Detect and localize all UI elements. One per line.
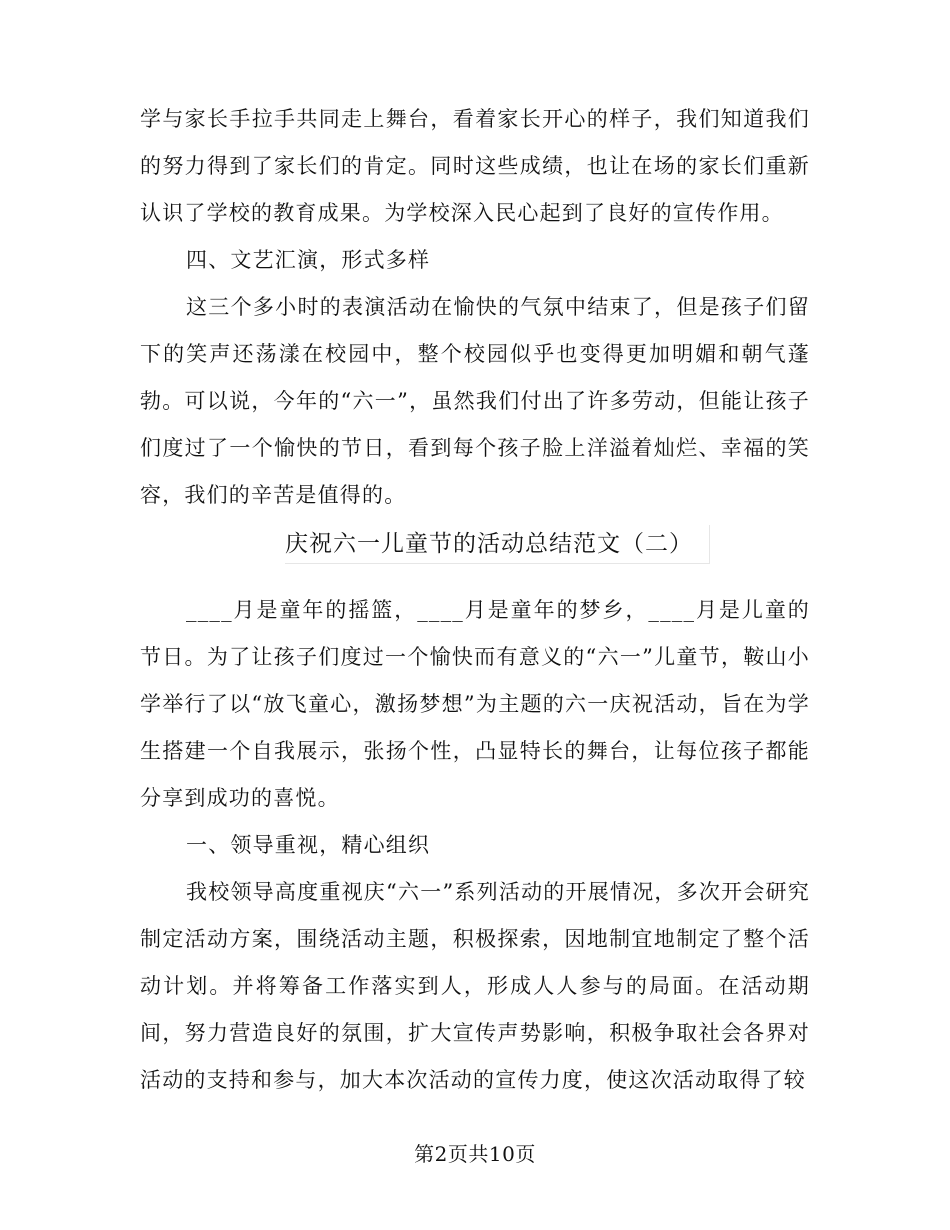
- page-footer: 第2页共10页: [414, 1142, 536, 1166]
- section-heading-4: 四、文艺汇演，形式多样: [186, 248, 431, 272]
- paragraph-closing: 这三个多小时的表演活动在愉快的气氛中结束了，但是孩子们留下的笑声还荡漾在校园中，整个校园似乎也变得更加明媚和朝气蓬勃。可以说，今年的“六一”，虽然我们付出了许多劳动，但能让孩子们度过了一个愉快的节日，看到每个孩子脸上洋溢着灿烂、幸福的笑容，我们的辛苦是值得的。: [140, 295, 810, 507]
- section-heading-1: 一、领导重视，精心组织: [186, 833, 431, 857]
- paragraph-leadership: 我校领导高度重视庆“六一”系列活动的开展情况，多次开会研究制定活动方案，围绕活动主题，积极探索，因地制宜地制定了整个活动计划。并将筹备工作落实到人，形成人人参与的局面。在活动期间，努力营造良好的氛围，扩大宣传声势影响，积极争取社会各界对活动的支持和参与，加大本次活动的宣传力度，使这次活动取得了较: [140, 880, 810, 1092]
- section-title: 庆祝六一儿童节的活动总结范文（二）: [285, 531, 693, 557]
- document-body: [140, 96, 810, 1104]
- paragraph-intro: ____月是童年的摇篮，____月是童年的梦乡，____月是儿童的节日。为了让孩子们度过一个愉快而有意义的“六一”儿童节，鞍山小学举行了以“放飞童心，激扬梦想”为主题的六一庆祝活动，旨在为学生搭建一个自我展示，张扬个性，凸显特长的舞台，让每位孩子都能分享到成功的喜悦。: [140, 598, 810, 810]
- section-title-block: [140, 521, 810, 581]
- paragraph-continued: 学与家长手拉手共同走上舞台，看着家长开心的样子，我们知道我们的努力得到了家长们的肯定。同时这些成绩，也让在场的家长们重新认识了学校的教育成果。为学校深入民心起到了良好的宣传作用。: [140, 107, 810, 225]
